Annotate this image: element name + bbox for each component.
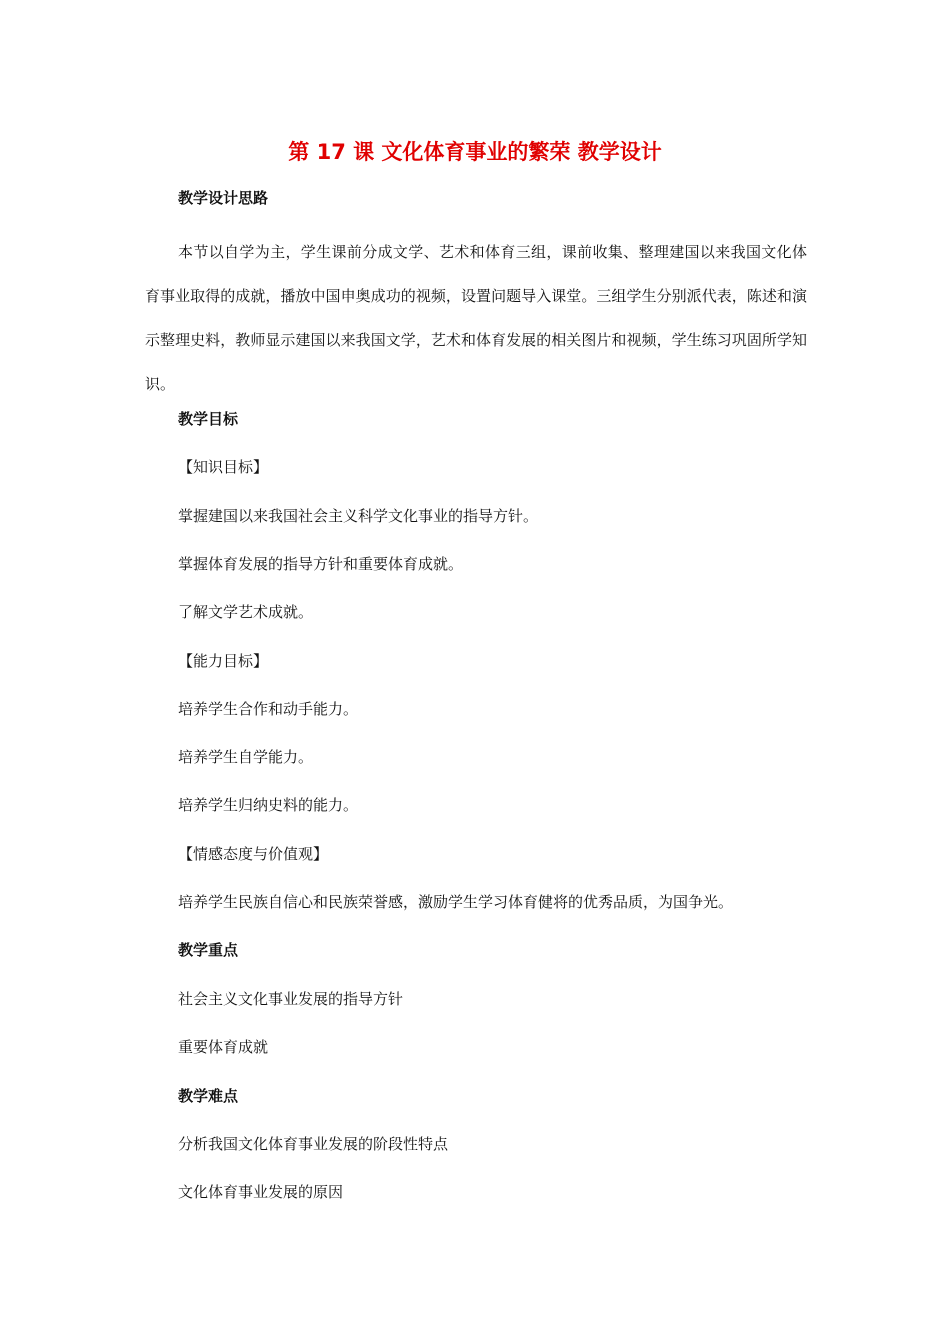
design-idea-paragraph: 本节以自学为主，学生课前分成文学、艺术和体育三组，课前收集、整理建国以来我国文化体育事业取得的成就，播放中国申奥成功的视频，设置问题导入课堂。三组学生分别派代表，陈述和演示整理史料，教师显示建国以来我国文学，艺术和体育发展的相关图片和视频，学生练习巩固所学知识。 [145,243,807,393]
knowledge-objective-label: 【知识目标】 [178,458,269,476]
ability-objective-item: 培养学生合作和动手能力。 [178,700,359,718]
document-title: 第 17 课 文化体育事业的繁荣 教学设计 [288,140,662,164]
ability-objective-item: 培养学生归纳史料的能力。 [178,796,359,814]
knowledge-objective-item: 掌握体育发展的指导方针和重要体育成就。 [178,555,464,573]
heading-design-idea: 教学设计思路 [178,189,269,207]
emotion-objective-item: 培养学生民族自信心和民族荣誉感，激励学生学习体育健将的优秀品质，为国争光。 [178,893,734,911]
ability-objective-label: 【能力目标】 [178,652,269,670]
knowledge-objective-item: 掌握建国以来我国社会主义科学文化事业的指导方针。 [178,507,539,525]
emotion-objective-label: 【情感态度与价值观】 [178,845,329,863]
heading-objectives: 教学目标 [178,410,239,428]
key-point-item: 社会主义文化事业发展的指导方针 [178,990,404,1008]
difficulty-item: 分析我国文化体育事业发展的阶段性特点 [178,1135,449,1153]
key-point-item: 重要体育成就 [178,1038,269,1056]
knowledge-objective-item: 了解文学艺术成就。 [178,603,314,621]
ability-objective-item: 培养学生自学能力。 [178,748,314,766]
heading-difficulties: 教学难点 [178,1087,239,1105]
difficulty-item: 文化体育事业发展的原因 [178,1183,344,1201]
heading-key-points: 教学重点 [178,941,239,959]
